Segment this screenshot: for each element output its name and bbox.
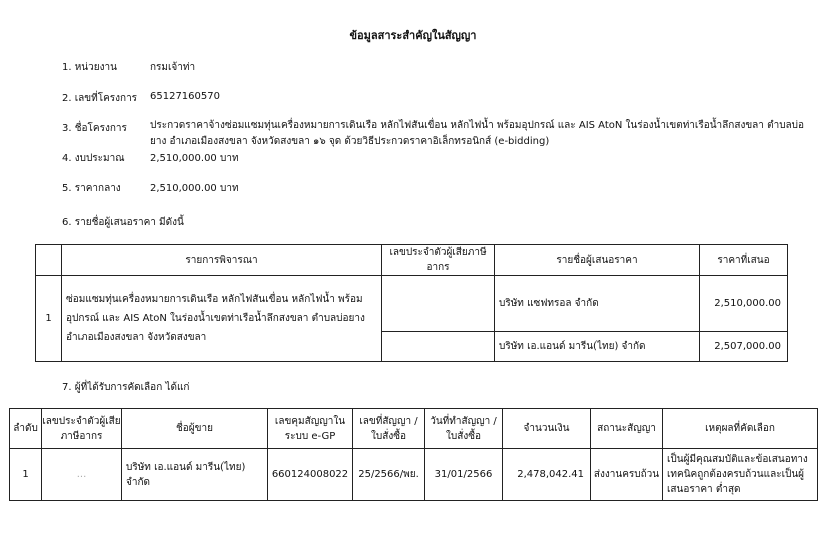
agency-value: กรมเจ้าท่า [150, 62, 196, 73]
winner-contract-date: 31/01/2566 [425, 449, 503, 501]
header-status: สถานะสัญญา [591, 409, 663, 449]
winner-contract-number: 25/2566/พย. [353, 449, 425, 501]
page-title: ข้อมูลสาระสำคัญในสัญญา [349, 29, 477, 42]
header-seller: ชื่อผู้ขาย [122, 409, 268, 449]
bidder-tax-id [382, 276, 495, 332]
budget-label: 4. งบประมาณ [62, 153, 125, 164]
bidders-header-row [36, 245, 788, 276]
header-item: รายการพิจารณา [62, 245, 382, 276]
row-number: 1 [36, 276, 62, 362]
bidders-heading: 6. รายชื่อผู้เสนอราคา มีดังนี้ [62, 217, 184, 228]
header-tax-id: เลขประจำตัวผู้เสียภาษีอากร [382, 245, 495, 276]
project-number-label: 2. เลขที่โครงการ [62, 93, 138, 104]
project-number-value: 65127160570 [150, 91, 220, 102]
winner-egp-number: 660124008022 [268, 449, 353, 501]
budget-value: 2,510,000.00 บาท [150, 153, 239, 164]
winner-seq: 1 [10, 449, 42, 501]
median-price-label: 5. ราคากลาง [62, 183, 121, 194]
project-name-value: ประกวดราคาจ้างซ่อมแซมทุ่นเครื่องหมายการเดินเรือ หลักไฟสันเขื่อน หลักไฟน้ำ พร้อมอุปกรณ์ และ AIS AtoN ในร่องน้ำเขตท่าเรือน้ำลึกสงขลา ตำบลบ่อยาง อำเภอเมืองสงขลา จังหวัดสงขลา ๑๖ จุด ด้วยวิธีประกวดราคาอิเล็กทรอนิกส์ (e-bidding) [150, 120, 805, 147]
agency-label: 1. หน่วยงาน [62, 62, 117, 73]
header-reason: เหตุผลที่คัดเลือก [663, 409, 818, 449]
item-description: ซ่อมแซมทุ่นเครื่องหมายการเดินเรือ หลักไฟสันเขื่อน หลักไฟน้ำ พร้อมอุปกรณ์ และ AIS AtoN ในร่องน้ำเขตท่าเรือน้ำลึกสงขลา ตำบลบ่อยาง อำเภอเมืองสงขลา จังหวัดสงขลา [62, 276, 382, 362]
winner-amount: 2,478,042.41 [503, 449, 591, 501]
winner-table [9, 408, 818, 501]
bidder-price: 2,510,000.00 [700, 276, 788, 332]
header-contract-date: วันที่ทำสัญญา / ใบสั่งซื้อ [425, 409, 503, 449]
winner-status: ส่งงานครบถ้วน [591, 449, 663, 501]
winner-seller: บริษัท เอ.แอนด์ มารีน(ไทย) จำกัด [122, 449, 268, 501]
table-row [36, 276, 788, 332]
bidder-price: 2,507,000.00 [700, 332, 788, 362]
median-price-value: 2,510,000.00 บาท [150, 183, 239, 194]
header-bidder-name: รายชื่อผู้เสนอราคา [495, 245, 700, 276]
header-seq: ลำดับ [10, 409, 42, 449]
winner-reason: เป็นผู้มีคุณสมบัติและข้อเสนอทางเทคนิคถูกต้องครบถ้วนและเป็นผู้เสนอราคา ต่ำสุด [663, 449, 818, 501]
bidder-name: บริษัท แซฟทรอล จำกัด [495, 276, 700, 332]
bidder-name: บริษัท เอ.แอนด์ มารีน(ไทย) จำกัด [495, 332, 700, 362]
winner-heading: 7. ผู้ที่ได้รับการคัดเลือก ได้แก่ [62, 382, 190, 393]
header-price: ราคาที่เสนอ [700, 245, 788, 276]
header-no [36, 245, 62, 276]
winner-tax-id: ... [42, 449, 122, 501]
bidders-table [35, 244, 788, 362]
header-tax-id: เลขประจำตัวผู้เสียภาษีอากร [42, 409, 122, 449]
winner-header-row [10, 409, 818, 449]
header-contract-number: เลขที่สัญญา / ใบสั่งซื้อ [353, 409, 425, 449]
header-egp-number: เลขคุมสัญญาในระบบ e-GP [268, 409, 353, 449]
header-amount: จำนวนเงิน [503, 409, 591, 449]
table-row [10, 449, 818, 501]
bidder-tax-id [382, 332, 495, 362]
project-name-label: 3. ชื่อโครงการ [62, 123, 127, 134]
